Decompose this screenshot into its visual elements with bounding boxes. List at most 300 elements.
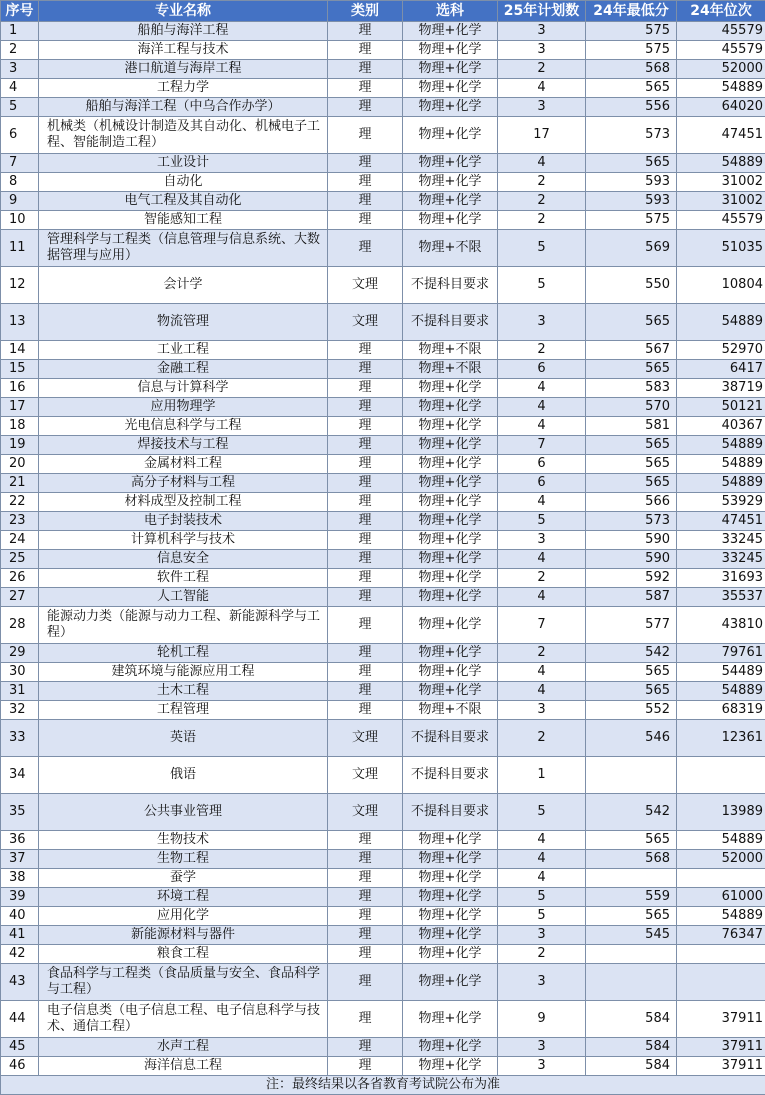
cell-subjects: 不提科目要求 — [403, 757, 498, 794]
cell-major: 英语 — [39, 720, 328, 757]
cell-category: 理 — [328, 682, 403, 701]
table-row — [1, 1038, 765, 1057]
cell-plan-2025: 4 — [498, 398, 586, 417]
table-row — [1, 22, 765, 41]
table-row — [1, 360, 765, 379]
cell-index: 30 — [1, 663, 39, 682]
cell-major: 电气工程及其自动化 — [39, 192, 328, 211]
cell-min-score-2024: 559 — [586, 888, 677, 907]
cell-plan-2025: 3 — [498, 304, 586, 341]
cell-major: 材料成型及控制工程 — [39, 493, 328, 512]
cell-min-score-2024: 593 — [586, 173, 677, 192]
cell-rank-2024: 38719 — [677, 379, 765, 398]
cell-rank-2024: 53929 — [677, 493, 765, 512]
cell-rank-2024: 52000 — [677, 850, 765, 869]
cell-subjects: 物理+化学 — [403, 417, 498, 436]
table-row — [1, 341, 765, 360]
table-row — [1, 964, 765, 1001]
cell-min-score-2024: 566 — [586, 493, 677, 512]
cell-subjects: 不提科目要求 — [403, 720, 498, 757]
cell-index: 21 — [1, 474, 39, 493]
cell-rank-2024: 37911 — [677, 1038, 765, 1057]
cell-subjects: 物理+化学 — [403, 907, 498, 926]
table-row — [1, 644, 765, 663]
cell-plan-2025: 4 — [498, 79, 586, 98]
cell-category: 理 — [328, 888, 403, 907]
cell-subjects: 不提科目要求 — [403, 794, 498, 831]
cell-subjects: 物理+化学 — [403, 964, 498, 1001]
cell-category: 理 — [328, 701, 403, 720]
cell-subjects: 物理+化学 — [403, 1057, 498, 1076]
cell-rank-2024: 45579 — [677, 22, 765, 41]
cell-category: 理 — [328, 550, 403, 569]
cell-min-score-2024: 552 — [586, 701, 677, 720]
cell-category: 文理 — [328, 720, 403, 757]
cell-index: 29 — [1, 644, 39, 663]
table-row — [1, 455, 765, 474]
cell-rank-2024 — [677, 757, 765, 794]
cell-index: 10 — [1, 211, 39, 230]
cell-index: 23 — [1, 512, 39, 531]
cell-major: 轮机工程 — [39, 644, 328, 663]
cell-min-score-2024: 568 — [586, 850, 677, 869]
cell-category: 理 — [328, 436, 403, 455]
cell-min-score-2024: 565 — [586, 682, 677, 701]
cell-index: 42 — [1, 945, 39, 964]
cell-min-score-2024: 565 — [586, 831, 677, 850]
cell-subjects: 物理+化学 — [403, 211, 498, 230]
table-row — [1, 794, 765, 831]
cell-category: 理 — [328, 154, 403, 173]
cell-category: 理 — [328, 22, 403, 41]
cell-index: 14 — [1, 341, 39, 360]
cell-min-score-2024: 570 — [586, 398, 677, 417]
table-row — [1, 398, 765, 417]
table-row — [1, 417, 765, 436]
cell-rank-2024 — [677, 945, 765, 964]
cell-min-score-2024: 592 — [586, 569, 677, 588]
cell-category: 文理 — [328, 267, 403, 304]
cell-min-score-2024: 590 — [586, 550, 677, 569]
cell-major: 管理科学与工程类（信息管理与信息系统、大数据管理与应用） — [39, 230, 328, 267]
cell-min-score-2024: 565 — [586, 79, 677, 98]
cell-plan-2025: 4 — [498, 154, 586, 173]
cell-plan-2025: 3 — [498, 964, 586, 1001]
cell-subjects: 物理+化学 — [403, 644, 498, 663]
cell-rank-2024: 47451 — [677, 117, 765, 154]
cell-min-score-2024: 569 — [586, 230, 677, 267]
cell-min-score-2024 — [586, 869, 677, 888]
cell-category: 理 — [328, 663, 403, 682]
cell-category: 理 — [328, 644, 403, 663]
cell-major: 工业工程 — [39, 341, 328, 360]
cell-plan-2025: 2 — [498, 569, 586, 588]
cell-plan-2025: 5 — [498, 794, 586, 831]
cell-index: 19 — [1, 436, 39, 455]
cell-major: 土木工程 — [39, 682, 328, 701]
cell-category: 理 — [328, 607, 403, 644]
table-row — [1, 682, 765, 701]
cell-index: 1 — [1, 22, 39, 41]
table-row — [1, 436, 765, 455]
cell-plan-2025: 3 — [498, 531, 586, 550]
cell-rank-2024: 64020 — [677, 98, 765, 117]
cell-rank-2024: 37911 — [677, 1057, 765, 1076]
cell-min-score-2024 — [586, 964, 677, 1001]
cell-subjects: 物理+化学 — [403, 607, 498, 644]
cell-subjects: 不提科目要求 — [403, 267, 498, 304]
cell-subjects: 物理+化学 — [403, 945, 498, 964]
cell-subjects: 物理+化学 — [403, 173, 498, 192]
table-row — [1, 569, 765, 588]
cell-major: 新能源材料与器件 — [39, 926, 328, 945]
cell-major: 智能感知工程 — [39, 211, 328, 230]
table-row — [1, 211, 765, 230]
table-row — [1, 154, 765, 173]
cell-min-score-2024: 587 — [586, 588, 677, 607]
cell-category: 理 — [328, 230, 403, 267]
cell-plan-2025: 2 — [498, 211, 586, 230]
table-row — [1, 474, 765, 493]
cell-category: 理 — [328, 417, 403, 436]
cell-category: 文理 — [328, 304, 403, 341]
cell-plan-2025: 4 — [498, 379, 586, 398]
cell-rank-2024: 45579 — [677, 41, 765, 60]
cell-major: 信息安全 — [39, 550, 328, 569]
cell-rank-2024: 31002 — [677, 192, 765, 211]
cell-major: 水声工程 — [39, 1038, 328, 1057]
cell-major: 建筑环境与能源应用工程 — [39, 663, 328, 682]
cell-index: 18 — [1, 417, 39, 436]
cell-rank-2024: 37911 — [677, 1001, 765, 1038]
cell-plan-2025: 4 — [498, 550, 586, 569]
cell-min-score-2024: 565 — [586, 154, 677, 173]
table-row — [1, 379, 765, 398]
cell-category: 理 — [328, 831, 403, 850]
cell-subjects: 物理+化学 — [403, 117, 498, 154]
cell-min-score-2024: 584 — [586, 1001, 677, 1038]
cell-category: 理 — [328, 41, 403, 60]
cell-subjects: 物理+化学 — [403, 850, 498, 869]
cell-major: 电子信息类（电子信息工程、电子信息科学与技术、通信工程） — [39, 1001, 328, 1038]
cell-major: 粮食工程 — [39, 945, 328, 964]
cell-plan-2025: 3 — [498, 1057, 586, 1076]
cell-plan-2025: 3 — [498, 98, 586, 117]
cell-major: 环境工程 — [39, 888, 328, 907]
cell-rank-2024: 54889 — [677, 436, 765, 455]
cell-major: 能源动力类（能源与动力工程、新能源科学与工程） — [39, 607, 328, 644]
cell-category: 理 — [328, 341, 403, 360]
cell-index: 12 — [1, 267, 39, 304]
header-min-score-2024: 24年最低分 — [586, 1, 677, 22]
cell-subjects: 物理+化学 — [403, 98, 498, 117]
cell-index: 7 — [1, 154, 39, 173]
cell-category: 理 — [328, 588, 403, 607]
footer-row — [1, 1076, 765, 1095]
cell-min-score-2024: 565 — [586, 663, 677, 682]
cell-category: 理 — [328, 474, 403, 493]
cell-major: 计算机科学与技术 — [39, 531, 328, 550]
table-row — [1, 607, 765, 644]
cell-category: 理 — [328, 945, 403, 964]
cell-rank-2024: 54889 — [677, 154, 765, 173]
cell-major: 软件工程 — [39, 569, 328, 588]
cell-index: 9 — [1, 192, 39, 211]
cell-index: 32 — [1, 701, 39, 720]
cell-major: 会计学 — [39, 267, 328, 304]
cell-category: 理 — [328, 1057, 403, 1076]
cell-subjects: 物理+化学 — [403, 493, 498, 512]
cell-plan-2025: 5 — [498, 230, 586, 267]
cell-min-score-2024: 565 — [586, 907, 677, 926]
cell-category: 理 — [328, 869, 403, 888]
cell-min-score-2024: 546 — [586, 720, 677, 757]
cell-major: 生物技术 — [39, 831, 328, 850]
cell-category: 理 — [328, 398, 403, 417]
cell-plan-2025: 6 — [498, 360, 586, 379]
cell-category: 理 — [328, 926, 403, 945]
table-row — [1, 117, 765, 154]
cell-major: 金属材料工程 — [39, 455, 328, 474]
cell-min-score-2024: 565 — [586, 474, 677, 493]
cell-category: 理 — [328, 379, 403, 398]
cell-min-score-2024: 575 — [586, 22, 677, 41]
cell-subjects: 物理+化学 — [403, 531, 498, 550]
cell-index: 3 — [1, 60, 39, 79]
table-row — [1, 60, 765, 79]
cell-index: 38 — [1, 869, 39, 888]
cell-subjects: 物理+化学 — [403, 154, 498, 173]
cell-subjects: 物理+化学 — [403, 22, 498, 41]
table-row — [1, 192, 765, 211]
cell-major: 船舶与海洋工程（中乌合作办学） — [39, 98, 328, 117]
cell-plan-2025: 4 — [498, 663, 586, 682]
cell-rank-2024: 47451 — [677, 512, 765, 531]
cell-index: 6 — [1, 117, 39, 154]
cell-plan-2025: 3 — [498, 41, 586, 60]
cell-rank-2024: 10804 — [677, 267, 765, 304]
cell-rank-2024: 54889 — [677, 304, 765, 341]
cell-rank-2024: 31002 — [677, 173, 765, 192]
cell-category: 理 — [328, 360, 403, 379]
cell-min-score-2024: 542 — [586, 644, 677, 663]
cell-subjects: 物理+化学 — [403, 41, 498, 60]
cell-plan-2025: 4 — [498, 588, 586, 607]
cell-index: 24 — [1, 531, 39, 550]
cell-min-score-2024: 573 — [586, 117, 677, 154]
cell-plan-2025: 4 — [498, 831, 586, 850]
table-row — [1, 869, 765, 888]
cell-rank-2024: 52000 — [677, 60, 765, 79]
table-row — [1, 550, 765, 569]
cell-major: 工业设计 — [39, 154, 328, 173]
cell-category: 理 — [328, 964, 403, 1001]
cell-index: 35 — [1, 794, 39, 831]
cell-plan-2025: 5 — [498, 888, 586, 907]
cell-plan-2025: 3 — [498, 1038, 586, 1057]
cell-min-score-2024: 556 — [586, 98, 677, 117]
footer-note: 注：最终结果以各省教育考试院公布为准 — [1, 1076, 765, 1095]
cell-subjects: 物理+化学 — [403, 550, 498, 569]
cell-category: 理 — [328, 117, 403, 154]
cell-plan-2025: 6 — [498, 474, 586, 493]
cell-plan-2025: 3 — [498, 701, 586, 720]
cell-major: 自动化 — [39, 173, 328, 192]
cell-plan-2025: 2 — [498, 644, 586, 663]
cell-rank-2024: 54889 — [677, 682, 765, 701]
cell-plan-2025: 4 — [498, 682, 586, 701]
cell-subjects: 物理+化学 — [403, 60, 498, 79]
cell-rank-2024: 43810 — [677, 607, 765, 644]
cell-category: 理 — [328, 455, 403, 474]
cell-rank-2024: 54889 — [677, 474, 765, 493]
cell-index: 5 — [1, 98, 39, 117]
cell-category: 理 — [328, 192, 403, 211]
cell-min-score-2024: 568 — [586, 60, 677, 79]
cell-index: 8 — [1, 173, 39, 192]
cell-subjects: 物理+化学 — [403, 1001, 498, 1038]
cell-plan-2025: 3 — [498, 22, 586, 41]
header-index: 序号 — [1, 1, 39, 22]
cell-major: 焊接技术与工程 — [39, 436, 328, 455]
cell-subjects: 物理+不限 — [403, 701, 498, 720]
cell-index: 2 — [1, 41, 39, 60]
cell-major: 食品科学与工程类（食品质量与安全、食品科学与工程） — [39, 964, 328, 1001]
cell-subjects: 物理+化学 — [403, 192, 498, 211]
cell-index: 27 — [1, 588, 39, 607]
cell-major: 金融工程 — [39, 360, 328, 379]
table-row — [1, 831, 765, 850]
header-row — [1, 1, 765, 22]
cell-plan-2025: 3 — [498, 926, 586, 945]
cell-rank-2024: 52970 — [677, 341, 765, 360]
cell-rank-2024 — [677, 869, 765, 888]
cell-rank-2024: 79761 — [677, 644, 765, 663]
cell-major: 物流管理 — [39, 304, 328, 341]
cell-rank-2024: 54889 — [677, 907, 765, 926]
cell-min-score-2024: 542 — [586, 794, 677, 831]
cell-plan-2025: 4 — [498, 417, 586, 436]
cell-category: 理 — [328, 1001, 403, 1038]
cell-min-score-2024: 584 — [586, 1057, 677, 1076]
cell-category: 理 — [328, 907, 403, 926]
cell-min-score-2024: 550 — [586, 267, 677, 304]
cell-major: 蚕学 — [39, 869, 328, 888]
cell-plan-2025: 4 — [498, 850, 586, 869]
cell-plan-2025: 4 — [498, 493, 586, 512]
cell-index: 28 — [1, 607, 39, 644]
cell-subjects: 物理+化学 — [403, 379, 498, 398]
cell-plan-2025: 17 — [498, 117, 586, 154]
table-row — [1, 926, 765, 945]
cell-category: 理 — [328, 60, 403, 79]
cell-index: 45 — [1, 1038, 39, 1057]
cell-subjects: 物理+化学 — [403, 455, 498, 474]
cell-major: 光电信息科学与工程 — [39, 417, 328, 436]
cell-major: 船舶与海洋工程 — [39, 22, 328, 41]
cell-index: 44 — [1, 1001, 39, 1038]
header-rank-2024: 24年位次 — [677, 1, 765, 22]
cell-rank-2024: 35537 — [677, 588, 765, 607]
table-row — [1, 41, 765, 60]
cell-major: 海洋信息工程 — [39, 1057, 328, 1076]
cell-rank-2024: 61000 — [677, 888, 765, 907]
cell-index: 34 — [1, 757, 39, 794]
cell-plan-2025: 1 — [498, 757, 586, 794]
cell-index: 17 — [1, 398, 39, 417]
cell-index: 46 — [1, 1057, 39, 1076]
cell-min-score-2024: 545 — [586, 926, 677, 945]
cell-plan-2025: 2 — [498, 60, 586, 79]
cell-major: 人工智能 — [39, 588, 328, 607]
cell-category: 理 — [328, 211, 403, 230]
cell-min-score-2024: 567 — [586, 341, 677, 360]
cell-category: 理 — [328, 173, 403, 192]
cell-index: 43 — [1, 964, 39, 1001]
table-row — [1, 98, 765, 117]
cell-major: 机械类（机械设计制造及其自动化、机械电子工程、智能制造工程） — [39, 117, 328, 154]
cell-plan-2025: 2 — [498, 341, 586, 360]
table-row — [1, 720, 765, 757]
cell-category: 理 — [328, 98, 403, 117]
cell-category: 文理 — [328, 757, 403, 794]
cell-major: 电子封装技术 — [39, 512, 328, 531]
cell-rank-2024: 54889 — [677, 831, 765, 850]
cell-min-score-2024 — [586, 945, 677, 964]
cell-major: 工程管理 — [39, 701, 328, 720]
cell-plan-2025: 7 — [498, 436, 586, 455]
cell-category: 理 — [328, 850, 403, 869]
cell-index: 41 — [1, 926, 39, 945]
cell-min-score-2024: 565 — [586, 360, 677, 379]
cell-plan-2025: 9 — [498, 1001, 586, 1038]
cell-index: 4 — [1, 79, 39, 98]
cell-subjects: 物理+不限 — [403, 230, 498, 267]
cell-major: 信息与计算科学 — [39, 379, 328, 398]
cell-min-score-2024: 573 — [586, 512, 677, 531]
cell-rank-2024: 33245 — [677, 531, 765, 550]
cell-major: 港口航道与海岸工程 — [39, 60, 328, 79]
cell-rank-2024: 76347 — [677, 926, 765, 945]
cell-rank-2024: 40367 — [677, 417, 765, 436]
cell-min-score-2024: 565 — [586, 455, 677, 474]
cell-min-score-2024: 575 — [586, 41, 677, 60]
cell-subjects: 物理+化学 — [403, 1038, 498, 1057]
cell-index: 11 — [1, 230, 39, 267]
cell-rank-2024: 31693 — [677, 569, 765, 588]
cell-rank-2024: 6417 — [677, 360, 765, 379]
cell-min-score-2024: 575 — [586, 211, 677, 230]
cell-subjects: 物理+化学 — [403, 569, 498, 588]
cell-plan-2025: 5 — [498, 907, 586, 926]
cell-index: 31 — [1, 682, 39, 701]
cell-subjects: 物理+化学 — [403, 831, 498, 850]
table-row — [1, 79, 765, 98]
table-row — [1, 304, 765, 341]
cell-index: 16 — [1, 379, 39, 398]
cell-rank-2024: 33245 — [677, 550, 765, 569]
cell-subjects: 物理+化学 — [403, 663, 498, 682]
cell-index: 25 — [1, 550, 39, 569]
cell-index: 33 — [1, 720, 39, 757]
cell-index: 40 — [1, 907, 39, 926]
table-row — [1, 945, 765, 964]
cell-subjects: 物理+化学 — [403, 869, 498, 888]
cell-subjects: 物理+不限 — [403, 360, 498, 379]
cell-major: 应用物理学 — [39, 398, 328, 417]
cell-rank-2024: 45579 — [677, 211, 765, 230]
cell-index: 26 — [1, 569, 39, 588]
